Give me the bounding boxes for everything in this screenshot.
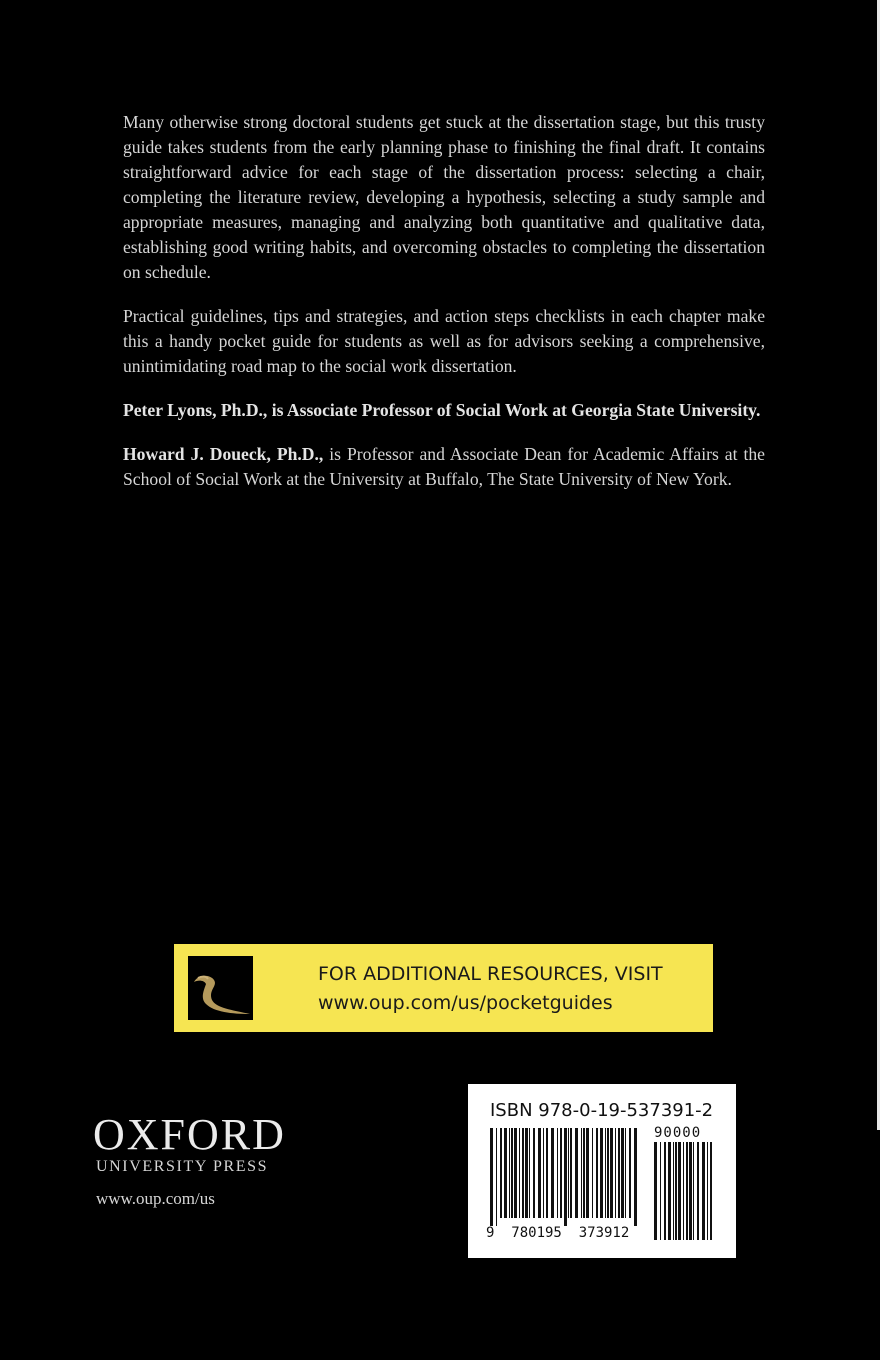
author-bio-2 xyxy=(123,442,765,492)
resources-banner xyxy=(174,944,713,1032)
barcode-digits: 9 780195 373912 xyxy=(486,1225,630,1241)
author-bio-text-2: is Professor and Associate Dean for Academic Affairs at the School of Social Work at the University at Buffalo, The State University of New York. xyxy=(123,444,765,489)
isbn-label: ISBN 978-0-19-537391-2 xyxy=(490,1100,714,1121)
author-bio-text-1: is Associate Professor of Social Work at Georgia State University. xyxy=(267,400,761,420)
blurb-paragraph-1: Many otherwise strong doctoral students get stuck at the dissertation stage, but this trusty guide takes students from the early planning phase to finishing the final draft. It contains straightforward advice for each stage of the dissertation process: selecting a chair, completing the literature review, developing a hypothesis, selecting a study sample and appropriate measures, managing and analyzing both quantitative and qualitative data, establishing good writing habits, and overcoming obstacles to completing the dissertation on schedule. xyxy=(123,112,765,282)
isbn-barcode-box xyxy=(468,1084,736,1258)
back-cover-text xyxy=(123,110,765,511)
price-addon-code: 90000 xyxy=(654,1125,702,1141)
author-name-2: Howard J. Doueck, Ph.D., xyxy=(123,444,324,464)
oxford-wordmark: OXFORD xyxy=(93,1110,286,1159)
resources-url-link[interactable]: www.oup.com/us/pocketguides xyxy=(318,992,613,1014)
resources-heading: FOR ADDITIONAL RESOURCES, VISIT xyxy=(318,963,663,985)
pocket-guide-swoosh-logo-icon xyxy=(188,956,253,1020)
university-press-label: UNIVERSITY PRESS xyxy=(96,1158,269,1175)
blurb-paragraph-2: Practical guidelines, tips and strategies, and action steps checklists in each chapter make this a handy pocket guide for students as well as for advisors seeking a comprehensive, unintimidating road map to the social work dissertation. xyxy=(123,306,765,376)
author-name-1: Peter Lyons, Ph.D., xyxy=(123,400,268,420)
author-bio-1 xyxy=(123,398,765,423)
publisher-url[interactable]: www.oup.com/us xyxy=(96,1189,215,1208)
